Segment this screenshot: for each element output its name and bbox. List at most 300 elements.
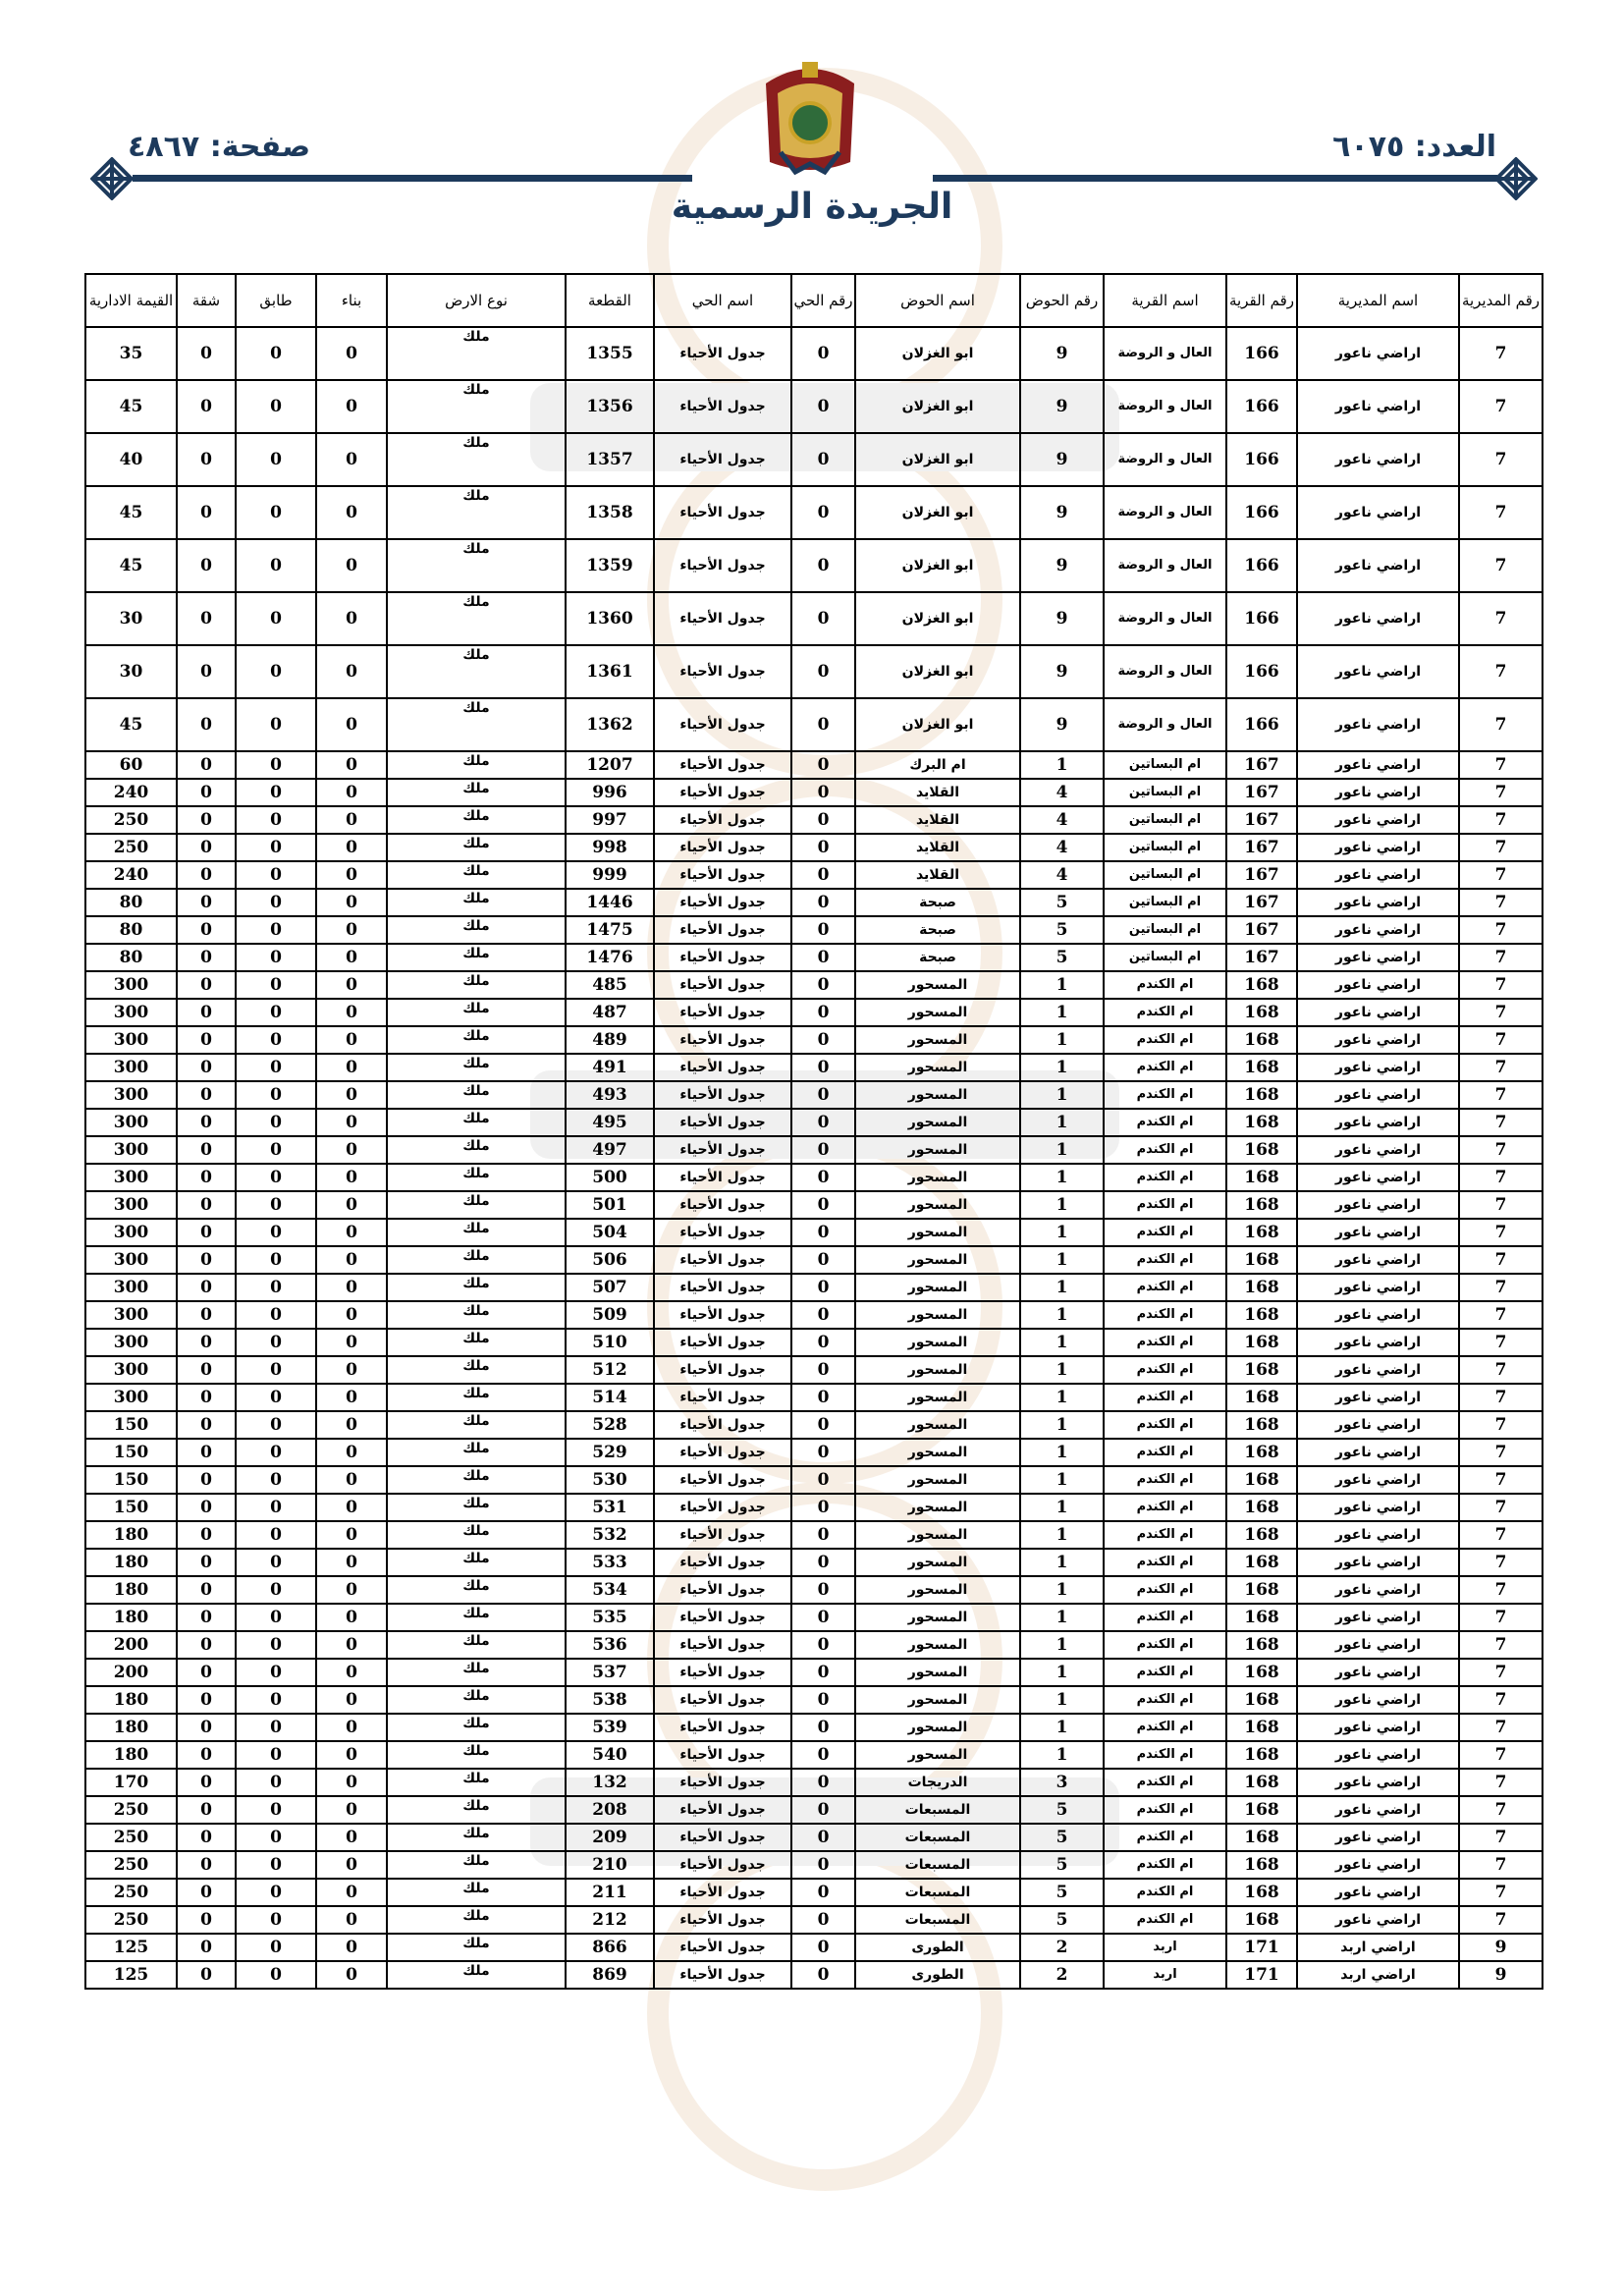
cell-parcel-number: 506 xyxy=(566,1246,654,1274)
cell-parcel-number: 531 xyxy=(566,1494,654,1521)
cell-apartment: 0 xyxy=(177,486,236,539)
table-row xyxy=(85,1219,1543,1246)
table-row xyxy=(85,916,1543,944)
cell-administrative-value: 60 xyxy=(85,751,177,779)
cell-district-name: اراضي ناعور xyxy=(1297,1494,1459,1521)
cell-building: 0 xyxy=(316,1494,387,1521)
cell-neighborhood-name: جدول الأحياء xyxy=(654,1851,791,1879)
cell-land-type: ملك xyxy=(387,1934,566,1961)
cell-district-number: 7 xyxy=(1459,1246,1543,1274)
cell-neighborhood-number: 0 xyxy=(791,1219,855,1246)
cell-basin-number: 1 xyxy=(1020,1576,1104,1604)
cell-land-type: ملك xyxy=(387,944,566,971)
cell-district-name: اراضي ناعور xyxy=(1297,1301,1459,1329)
cell-neighborhood-name: جدول الأحياء xyxy=(654,1109,791,1136)
cell-floor: 0 xyxy=(236,1274,316,1301)
cell-administrative-value: 45 xyxy=(85,486,177,539)
cell-village-number: 171 xyxy=(1226,1961,1297,1989)
cell-village-number: 166 xyxy=(1226,645,1297,698)
cell-village-name: ام الكندم xyxy=(1104,1081,1226,1109)
cell-basin-name: القلايد xyxy=(855,806,1020,834)
cell-neighborhood-number: 0 xyxy=(791,779,855,806)
cell-floor: 0 xyxy=(236,889,316,916)
cell-district-name: اراضي ناعور xyxy=(1297,1081,1459,1109)
cell-basin-name: القلايد xyxy=(855,779,1020,806)
cell-building: 0 xyxy=(316,1301,387,1329)
cell-basin-number: 9 xyxy=(1020,380,1104,433)
cell-parcel-number: 489 xyxy=(566,1026,654,1054)
cell-village-name: ام الكندم xyxy=(1104,1686,1226,1714)
cell-neighborhood-number: 0 xyxy=(791,751,855,779)
cell-building: 0 xyxy=(316,1521,387,1549)
table-row xyxy=(85,486,1543,539)
table-row xyxy=(85,1109,1543,1136)
cell-floor: 0 xyxy=(236,380,316,433)
cell-building: 0 xyxy=(316,1164,387,1191)
cell-land-type: ملك xyxy=(387,645,566,698)
cell-apartment: 0 xyxy=(177,698,236,751)
cell-land-type: ملك xyxy=(387,1356,566,1384)
cell-floor: 0 xyxy=(236,1714,316,1741)
cell-neighborhood-name: جدول الأحياء xyxy=(654,698,791,751)
cell-neighborhood-number: 0 xyxy=(791,592,855,645)
cell-village-number: 166 xyxy=(1226,380,1297,433)
cell-district-number: 9 xyxy=(1459,1961,1543,1989)
table-row xyxy=(85,1796,1543,1824)
cell-building: 0 xyxy=(316,1191,387,1219)
cell-neighborhood-name: جدول الأحياء xyxy=(654,916,791,944)
cell-neighborhood-name: جدول الأحياء xyxy=(654,1961,791,1989)
cell-village-number: 168 xyxy=(1226,1109,1297,1136)
cell-village-number: 167 xyxy=(1226,779,1297,806)
cell-village-number: 171 xyxy=(1226,1934,1297,1961)
cell-basin-name: ابو الغزلان xyxy=(855,486,1020,539)
cell-land-type: ملك xyxy=(387,889,566,916)
cell-parcel-number: 998 xyxy=(566,834,654,861)
cell-basin-number: 1 xyxy=(1020,1466,1104,1494)
cell-land-type: ملك xyxy=(387,1631,566,1659)
cell-district-number: 7 xyxy=(1459,1824,1543,1851)
cell-floor: 0 xyxy=(236,1851,316,1879)
cell-basin-number: 1 xyxy=(1020,1686,1104,1714)
cell-administrative-value: 40 xyxy=(85,433,177,486)
cell-neighborhood-name: جدول الأحياء xyxy=(654,645,791,698)
cell-village-number: 166 xyxy=(1226,433,1297,486)
cell-district-name: اراضي ناعور xyxy=(1297,1219,1459,1246)
cell-village-name: ام الكندم xyxy=(1104,1906,1226,1934)
cell-basin-number: 1 xyxy=(1020,1026,1104,1054)
cell-administrative-value: 150 xyxy=(85,1494,177,1521)
cell-parcel-number: 996 xyxy=(566,779,654,806)
cell-floor: 0 xyxy=(236,1411,316,1439)
cell-neighborhood-number: 0 xyxy=(791,1411,855,1439)
cell-village-number: 168 xyxy=(1226,1439,1297,1466)
cell-neighborhood-name: جدول الأحياء xyxy=(654,1576,791,1604)
cell-district-name: اراضي ناعور xyxy=(1297,751,1459,779)
cell-district-number: 7 xyxy=(1459,1164,1543,1191)
cell-administrative-value: 80 xyxy=(85,944,177,971)
cell-land-type: ملك xyxy=(387,1521,566,1549)
cell-basin-number: 1 xyxy=(1020,1604,1104,1631)
cell-apartment: 0 xyxy=(177,1246,236,1274)
cell-district-number: 7 xyxy=(1459,1604,1543,1631)
cell-building: 0 xyxy=(316,916,387,944)
cell-basin-number: 9 xyxy=(1020,539,1104,592)
cell-apartment: 0 xyxy=(177,327,236,380)
table-row xyxy=(85,1576,1543,1604)
cell-village-name: ام الكندم xyxy=(1104,971,1226,999)
cell-floor: 0 xyxy=(236,1164,316,1191)
cell-village-number: 168 xyxy=(1226,1521,1297,1549)
cell-parcel-number: 532 xyxy=(566,1521,654,1549)
cell-basin-number: 2 xyxy=(1020,1961,1104,1989)
cell-village-name: العال و الروضة xyxy=(1104,486,1226,539)
cell-neighborhood-name: جدول الأحياء xyxy=(654,1769,791,1796)
table-row xyxy=(85,539,1543,592)
cell-land-type: ملك xyxy=(387,1549,566,1576)
cell-district-number: 7 xyxy=(1459,645,1543,698)
cell-neighborhood-number: 0 xyxy=(791,1604,855,1631)
cell-district-number: 7 xyxy=(1459,1439,1543,1466)
table-body xyxy=(85,327,1543,1989)
cell-neighborhood-name: جدول الأحياء xyxy=(654,1549,791,1576)
cell-neighborhood-name: جدول الأحياء xyxy=(654,1219,791,1246)
cell-neighborhood-name: جدول الأحياء xyxy=(654,1741,791,1769)
cell-neighborhood-name: جدول الأحياء xyxy=(654,1301,791,1329)
cell-apartment: 0 xyxy=(177,916,236,944)
cell-administrative-value: 30 xyxy=(85,645,177,698)
cell-basin-name: القلايد xyxy=(855,861,1020,889)
cell-floor: 0 xyxy=(236,1466,316,1494)
column-header-apartment: شقة xyxy=(177,274,236,327)
cell-village-number: 168 xyxy=(1226,1686,1297,1714)
cell-village-number: 168 xyxy=(1226,1906,1297,1934)
cell-land-type: ملك xyxy=(387,1466,566,1494)
cell-village-number: 168 xyxy=(1226,1549,1297,1576)
cell-apartment: 0 xyxy=(177,592,236,645)
header-rule-left xyxy=(133,175,692,182)
cell-building: 0 xyxy=(316,433,387,486)
cell-administrative-value: 300 xyxy=(85,1136,177,1164)
cell-district-name: اراضي ناعور xyxy=(1297,539,1459,592)
cell-building: 0 xyxy=(316,806,387,834)
cell-building: 0 xyxy=(316,1934,387,1961)
cell-floor: 0 xyxy=(236,779,316,806)
cell-building: 0 xyxy=(316,1604,387,1631)
table-row xyxy=(85,1081,1543,1109)
cell-neighborhood-name: جدول الأحياء xyxy=(654,751,791,779)
cell-land-type: ملك xyxy=(387,861,566,889)
cell-apartment: 0 xyxy=(177,1054,236,1081)
cell-parcel-number: 497 xyxy=(566,1136,654,1164)
cell-neighborhood-number: 0 xyxy=(791,1466,855,1494)
cell-basin-name: المسحور xyxy=(855,1576,1020,1604)
cell-administrative-value: 300 xyxy=(85,1109,177,1136)
cell-district-number: 7 xyxy=(1459,916,1543,944)
column-header-neighborhood-number: رقم الحي xyxy=(791,274,855,327)
cell-building: 0 xyxy=(316,1026,387,1054)
cell-parcel-number: 533 xyxy=(566,1549,654,1576)
cell-village-name: ام الكندم xyxy=(1104,1329,1226,1356)
table-row xyxy=(85,1521,1543,1549)
cell-administrative-value: 250 xyxy=(85,1879,177,1906)
cell-neighborhood-number: 0 xyxy=(791,834,855,861)
cell-parcel-number: 1355 xyxy=(566,327,654,380)
cell-floor: 0 xyxy=(236,539,316,592)
cell-building: 0 xyxy=(316,1741,387,1769)
cell-administrative-value: 80 xyxy=(85,916,177,944)
cell-district-number: 7 xyxy=(1459,889,1543,916)
cell-floor: 0 xyxy=(236,999,316,1026)
cell-neighborhood-name: جدول الأحياء xyxy=(654,1136,791,1164)
column-header-district-number: رقم المديرية xyxy=(1459,274,1543,327)
cell-basin-number: 1 xyxy=(1020,1549,1104,1576)
cell-apartment: 0 xyxy=(177,433,236,486)
cell-village-name: ام الكندم xyxy=(1104,1054,1226,1081)
cell-neighborhood-number: 0 xyxy=(791,1109,855,1136)
cell-district-number: 7 xyxy=(1459,1301,1543,1329)
cell-apartment: 0 xyxy=(177,1219,236,1246)
column-header-floor: طابق xyxy=(236,274,316,327)
cell-district-number: 7 xyxy=(1459,486,1543,539)
cell-district-name: اراضي ناعور xyxy=(1297,1741,1459,1769)
table-row xyxy=(85,971,1543,999)
cell-parcel-number: 1207 xyxy=(566,751,654,779)
cell-district-number: 7 xyxy=(1459,779,1543,806)
cell-administrative-value: 80 xyxy=(85,889,177,916)
table-row xyxy=(85,433,1543,486)
cell-basin-name: المسحور xyxy=(855,1466,1020,1494)
cell-neighborhood-number: 0 xyxy=(791,380,855,433)
cell-land-type: ملك xyxy=(387,1109,566,1136)
cell-village-name: ام الكندم xyxy=(1104,999,1226,1026)
cell-district-number: 7 xyxy=(1459,592,1543,645)
cell-parcel-number: 1476 xyxy=(566,944,654,971)
cell-land-type: ملك xyxy=(387,1026,566,1054)
cell-apartment: 0 xyxy=(177,779,236,806)
cell-district-name: اراضي ناعور xyxy=(1297,999,1459,1026)
cell-parcel-number: 501 xyxy=(566,1191,654,1219)
cell-village-number: 168 xyxy=(1226,1659,1297,1686)
cell-floor: 0 xyxy=(236,1576,316,1604)
cell-parcel-number: 132 xyxy=(566,1769,654,1796)
column-header-building: بناء xyxy=(316,274,387,327)
cell-neighborhood-number: 0 xyxy=(791,1026,855,1054)
cell-administrative-value: 300 xyxy=(85,1219,177,1246)
cell-administrative-value: 300 xyxy=(85,1329,177,1356)
cell-parcel-number: 1475 xyxy=(566,916,654,944)
cell-district-name: اراضي ناعور xyxy=(1297,1686,1459,1714)
cell-neighborhood-number: 0 xyxy=(791,1576,855,1604)
cell-village-number: 168 xyxy=(1226,1081,1297,1109)
cell-building: 0 xyxy=(316,1081,387,1109)
cell-floor: 0 xyxy=(236,1439,316,1466)
table-row xyxy=(85,1164,1543,1191)
cell-basin-number: 1 xyxy=(1020,1301,1104,1329)
cell-district-name: اراضي ناعور xyxy=(1297,1274,1459,1301)
table-row xyxy=(85,1604,1543,1631)
cell-village-name: ام الكندم xyxy=(1104,1631,1226,1659)
cell-building: 0 xyxy=(316,1714,387,1741)
cell-land-type: ملك xyxy=(387,1961,566,1989)
cell-basin-name: المسبعات xyxy=(855,1879,1020,1906)
table-row xyxy=(85,380,1543,433)
cell-neighborhood-number: 0 xyxy=(791,1164,855,1191)
cell-parcel-number: 210 xyxy=(566,1851,654,1879)
cell-basin-name: ابو الغزلان xyxy=(855,698,1020,751)
cell-land-type: ملك xyxy=(387,1686,566,1714)
cell-district-number: 7 xyxy=(1459,1081,1543,1109)
cell-district-name: اراضي ناعور xyxy=(1297,1521,1459,1549)
cell-building: 0 xyxy=(316,486,387,539)
cell-neighborhood-name: جدول الأحياء xyxy=(654,1879,791,1906)
cell-village-name: ام الكندم xyxy=(1104,1714,1226,1741)
cell-district-name: اراضي ناعور xyxy=(1297,1411,1459,1439)
cell-land-type: ملك xyxy=(387,1851,566,1879)
cell-district-number: 7 xyxy=(1459,1411,1543,1439)
cell-apartment: 0 xyxy=(177,1549,236,1576)
cell-neighborhood-name: جدول الأحياء xyxy=(654,806,791,834)
cell-parcel-number: 493 xyxy=(566,1081,654,1109)
cell-district-number: 7 xyxy=(1459,433,1543,486)
cell-neighborhood-name: جدول الأحياء xyxy=(654,1054,791,1081)
column-header-village-name: اسم القرية xyxy=(1104,274,1226,327)
cell-village-name: ام الكندم xyxy=(1104,1439,1226,1466)
cell-district-name: اراضي ناعور xyxy=(1297,806,1459,834)
cell-basin-number: 1 xyxy=(1020,751,1104,779)
cell-administrative-value: 250 xyxy=(85,834,177,861)
cell-neighborhood-name: جدول الأحياء xyxy=(654,1356,791,1384)
cell-parcel-number: 507 xyxy=(566,1274,654,1301)
cell-floor: 0 xyxy=(236,1769,316,1796)
cell-basin-name: ابو الغزلان xyxy=(855,433,1020,486)
cell-neighborhood-name: جدول الأحياء xyxy=(654,1329,791,1356)
cell-parcel-number: 528 xyxy=(566,1411,654,1439)
cell-apartment: 0 xyxy=(177,1934,236,1961)
cell-neighborhood-number: 0 xyxy=(791,916,855,944)
cell-parcel-number: 536 xyxy=(566,1631,654,1659)
cell-district-name: اراضي ناعور xyxy=(1297,1549,1459,1576)
table-row xyxy=(85,1769,1543,1796)
cell-village-number: 167 xyxy=(1226,806,1297,834)
cell-district-number: 7 xyxy=(1459,1109,1543,1136)
cell-administrative-value: 180 xyxy=(85,1576,177,1604)
cell-apartment: 0 xyxy=(177,751,236,779)
cell-building: 0 xyxy=(316,1439,387,1466)
cell-district-number: 7 xyxy=(1459,1494,1543,1521)
cell-land-type: ملك xyxy=(387,1191,566,1219)
cell-neighborhood-number: 0 xyxy=(791,1439,855,1466)
cell-administrative-value: 250 xyxy=(85,1824,177,1851)
cell-administrative-value: 150 xyxy=(85,1439,177,1466)
cell-village-name: ام الكندم xyxy=(1104,1494,1226,1521)
cell-neighborhood-number: 0 xyxy=(791,433,855,486)
cell-district-number: 7 xyxy=(1459,380,1543,433)
cell-floor: 0 xyxy=(236,1191,316,1219)
cell-basin-name: ابو الغزلان xyxy=(855,592,1020,645)
cell-land-type: ملك xyxy=(387,1824,566,1851)
cell-basin-number: 9 xyxy=(1020,698,1104,751)
cell-village-name: ام البساتين xyxy=(1104,779,1226,806)
cell-basin-name: ابو الغزلان xyxy=(855,539,1020,592)
cell-building: 0 xyxy=(316,1906,387,1934)
table-row xyxy=(85,1879,1543,1906)
cell-parcel-number: 1359 xyxy=(566,539,654,592)
cell-parcel-number: 538 xyxy=(566,1686,654,1714)
table-row xyxy=(85,1659,1543,1686)
cell-apartment: 0 xyxy=(177,1329,236,1356)
cell-district-number: 7 xyxy=(1459,1219,1543,1246)
cell-village-name: اربد xyxy=(1104,1961,1226,1989)
cell-village-name: ام الكندم xyxy=(1104,1769,1226,1796)
cell-administrative-value: 200 xyxy=(85,1659,177,1686)
cell-district-name: اراضي ناعور xyxy=(1297,1136,1459,1164)
cell-parcel-number: 535 xyxy=(566,1604,654,1631)
cell-administrative-value: 300 xyxy=(85,999,177,1026)
cell-district-number: 7 xyxy=(1459,1631,1543,1659)
cell-basin-number: 1 xyxy=(1020,999,1104,1026)
cell-land-type: ملك xyxy=(387,698,566,751)
cell-building: 0 xyxy=(316,1961,387,1989)
cell-neighborhood-number: 0 xyxy=(791,1686,855,1714)
cell-village-name: ام البساتين xyxy=(1104,751,1226,779)
cell-neighborhood-number: 0 xyxy=(791,1549,855,1576)
table-row xyxy=(85,1961,1543,1989)
cell-basin-name: المسحور xyxy=(855,1494,1020,1521)
cell-basin-number: 4 xyxy=(1020,834,1104,861)
cell-building: 0 xyxy=(316,1356,387,1384)
page-number: صفحة: ٤٨٦٧ xyxy=(128,130,311,164)
table-row xyxy=(85,1466,1543,1494)
cell-basin-number: 1 xyxy=(1020,1356,1104,1384)
cell-basin-name: صبحة xyxy=(855,944,1020,971)
column-header-basin-number: رقم الحوض xyxy=(1020,274,1104,327)
table-row xyxy=(85,1191,1543,1219)
cell-district-name: اراضي ناعور xyxy=(1297,971,1459,999)
cell-district-number: 7 xyxy=(1459,1851,1543,1879)
cell-district-number: 7 xyxy=(1459,1659,1543,1686)
cell-land-type: ملك xyxy=(387,327,566,380)
cell-apartment: 0 xyxy=(177,1384,236,1411)
cell-neighborhood-name: جدول الأحياء xyxy=(654,1521,791,1549)
cell-land-type: ملك xyxy=(387,1769,566,1796)
cell-floor: 0 xyxy=(236,1934,316,1961)
cell-district-name: اراضي ناعور xyxy=(1297,1026,1459,1054)
cell-village-number: 168 xyxy=(1226,1466,1297,1494)
cell-village-name: ام البساتين xyxy=(1104,806,1226,834)
cell-apartment: 0 xyxy=(177,1494,236,1521)
cell-village-name: ام الكندم xyxy=(1104,1301,1226,1329)
cell-village-name: ام الكندم xyxy=(1104,1851,1226,1879)
cell-neighborhood-name: جدول الأحياء xyxy=(654,1246,791,1274)
cell-village-number: 166 xyxy=(1226,698,1297,751)
cell-village-name: ام الكندم xyxy=(1104,1026,1226,1054)
cell-basin-number: 5 xyxy=(1020,889,1104,916)
cell-district-name: اراضي ناعور xyxy=(1297,698,1459,751)
cell-land-type: ملك xyxy=(387,1136,566,1164)
cell-land-type: ملك xyxy=(387,1576,566,1604)
cell-neighborhood-number: 0 xyxy=(791,1879,855,1906)
cell-basin-name: المسحور xyxy=(855,1164,1020,1191)
cell-apartment: 0 xyxy=(177,1411,236,1439)
cell-floor: 0 xyxy=(236,645,316,698)
cell-basin-name: المسحور xyxy=(855,1136,1020,1164)
cell-floor: 0 xyxy=(236,1301,316,1329)
cell-district-number: 7 xyxy=(1459,539,1543,592)
cell-village-number: 168 xyxy=(1226,1851,1297,1879)
cell-floor: 0 xyxy=(236,1631,316,1659)
cell-district-name: اراضي ناعور xyxy=(1297,1576,1459,1604)
